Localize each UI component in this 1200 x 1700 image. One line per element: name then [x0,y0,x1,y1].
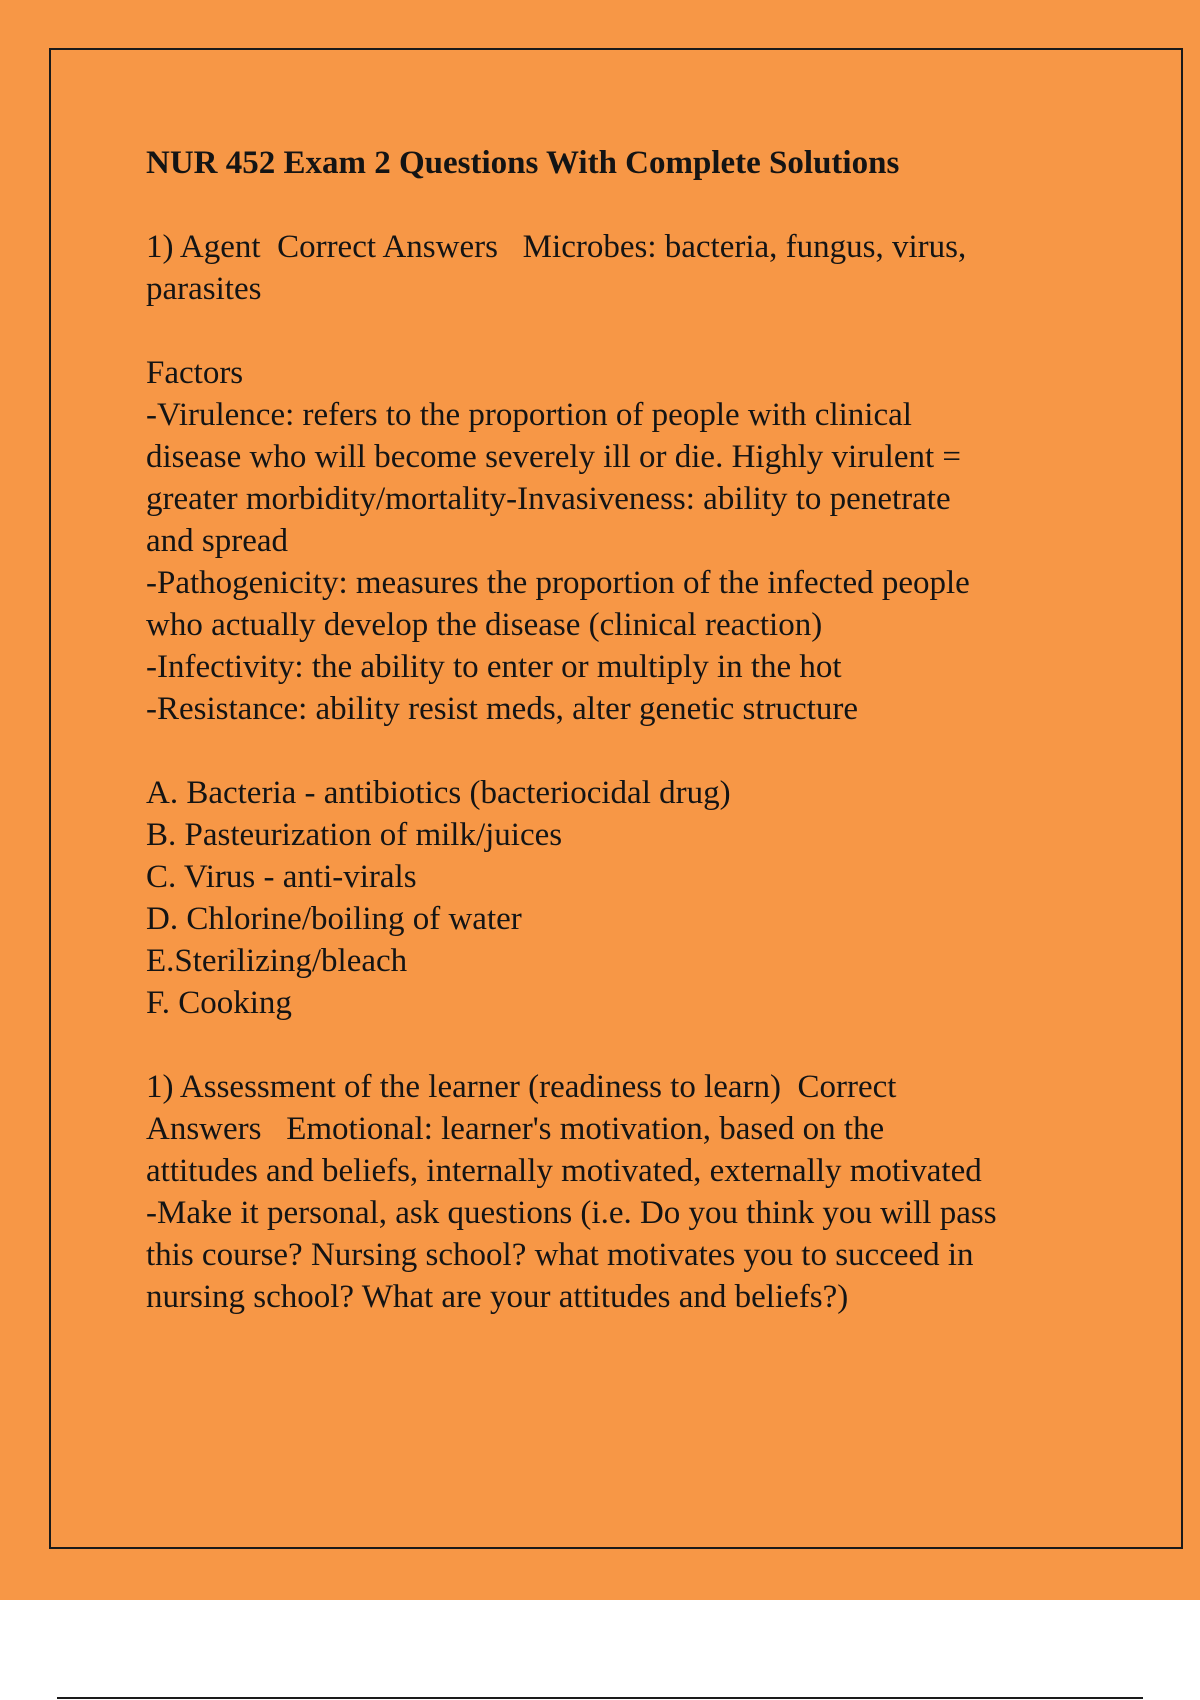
option-item: D. Chlorine/boiling of water [146,901,522,937]
document-title: NUR 452 Exam 2 Questions With Complete Solutions [146,145,900,181]
option-item: F. Cooking [146,985,292,1021]
option-item: E.Sterilizing/bleach [146,943,408,979]
factor-line: -Virulence: refers to the proportion of people with clinical [146,397,912,433]
question-2-line: -Make it personal, ask questions (i.e. Do you think you will pass [146,1195,997,1231]
factor-line: greater morbidity/mortality-Invasiveness: ability to penetrate [146,481,951,517]
question-2-line: nursing school? What are your attitudes and beliefs?) [146,1279,849,1315]
question-1 [146,226,1096,310]
factor-line: -Pathogenicity: measures the proportion of the infected people [146,565,970,601]
question-1-line: parasites [146,271,262,307]
factor-line: -Resistance: ability resist meds, alter genetic structure [146,691,859,727]
question-2-line: attitudes and beliefs, internally motivated, externally motivated [146,1153,982,1189]
factor-line: -Infectivity: the ability to enter or multiply in the hot [146,649,842,685]
question-2 [146,1066,1096,1318]
question-2-line: this course? Nursing school? what motivates you to succeed in [146,1237,974,1273]
factor-line: who actually develop the disease (clinical reaction) [146,607,823,643]
question-2-line: Answers Emotional: learner's motivation, based on the [146,1111,885,1147]
document-content [146,142,1096,1318]
option-item: C. Virus - anti-virals [146,859,417,895]
factors-section [146,352,1096,730]
factor-line: disease who will become severely ill or die. Highly virulent = [146,439,961,475]
question-1-line: 1) Agent Correct Answers Microbes: bacteria, fungus, virus, [146,229,967,265]
option-item: A. Bacteria - antibiotics (bacteriocidal drug) [146,775,731,811]
question-2-line: 1) Assessment of the learner (readiness to learn) Correct [146,1069,897,1105]
factors-heading: Factors [146,355,244,391]
option-item: B. Pasteurization of milk/juices [146,817,563,853]
footer-divider [57,1697,1143,1699]
factor-line: and spread [146,523,289,559]
options-list [146,772,1096,1024]
